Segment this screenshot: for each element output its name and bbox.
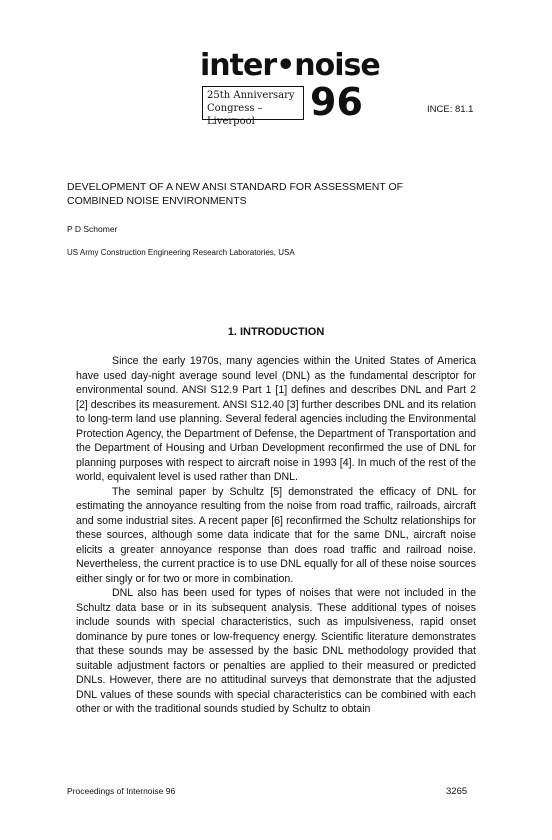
paper-title-line2: COMBINED NOISE ENVIRONMENTS <box>67 194 247 207</box>
conference-logo <box>198 48 380 130</box>
paragraph: The seminal paper by Schultz [5] demonstrated the efficacy of DNL for estimating the annoyance resulting from the noise from road traffic, railroads, aircraft and some industrial sites. A recent paper [6] reconfirmed the Schultz relationships for these sources, although some data indicate that for the same DNL, aircraft noise elicits a greater annoyance response than does road traffic and railroad noise. Nevertheless, the current practice is to use DNL equally for all of these noise sources either singly or for two or more in combination. <box>76 485 476 585</box>
paragraph: DNL also has been used for types of noises that were not included in the Schultz data base or in its subsequent analysis. These additional types of noises include sounds with special characteristics, such as impulsiveness, rapid onset dominance by pure tones or low-frequency energy. Scientific literature demonstrates that these sounds may be assessed by the basic DNL methodology provided that suitable adjustment factors or penalties are applied to their measured or predicted DNLs. However, there are no attitudinal surveys that demonstrate that the adjusted DNL values of these sounds with special characteristics can be combined with each other or with the traditional sounds studied by Schultz to obtain <box>76 587 476 715</box>
paper-title <box>67 181 487 208</box>
logo-box-line2: Congress – Liverpool <box>207 103 263 127</box>
footer-proceedings: Proceedings of Internoise 96 <box>67 786 176 796</box>
footer-page-number: 3265 <box>446 786 468 797</box>
author-affiliation: US Army Construction Engineering Research Laboratories, USA <box>67 248 295 257</box>
body-text <box>76 354 476 717</box>
paragraph: Since the early 1970s, many agencies within the United States of America have used day-night average sound level (DNL) as the fundamental descriptor for environmental sound. ANSI S12.9 Part 1 [1] defines and describes DNL and Part 2 [2] describes its measurement. ANSI S12.40 [3] further describes DNL and its relation to long-term land use planning. Several federal agencies including the Environmental Protection Agency, the Department of Defense, the Department of Transportation and the Department of Housing and Urban Development reconfirmed the use of DNL for planning purposes with respect to aircraft noise in 1993 [4]. In much of the rest of the world, equivalent level is used rather than DNL. <box>76 355 477 483</box>
logo-anniversary-box <box>202 86 304 127</box>
logo-year-number: 96 <box>310 80 363 124</box>
paper-title-line1: DEVELOPMENT OF A NEW ANSI STANDARD FOR ASSESSMENT OF <box>67 181 404 193</box>
author-name: P D Schomer <box>67 224 118 234</box>
section-heading: 1. INTRODUCTION <box>227 326 325 338</box>
logo-box-line1: 25th Anniversary <box>207 90 295 101</box>
logo-wordmark: inter•noise <box>200 48 380 83</box>
conference-code: INCE: 81.1 <box>427 104 474 115</box>
